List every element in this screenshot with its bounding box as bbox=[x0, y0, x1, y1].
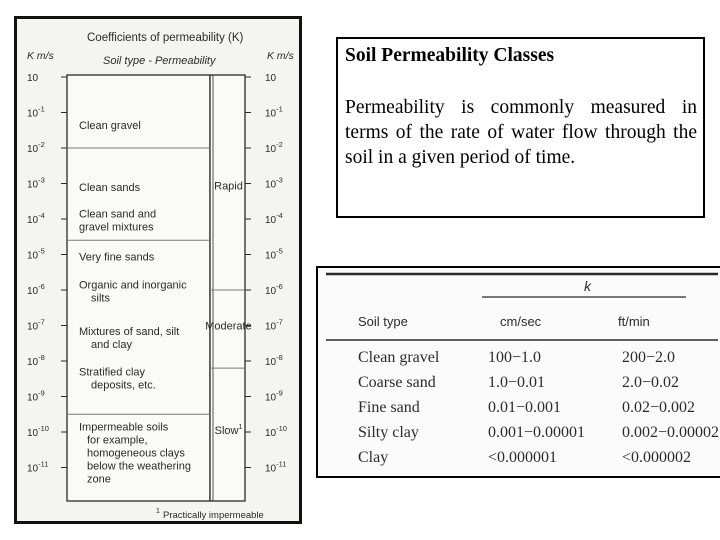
soil-type-label: Clean sands bbox=[79, 182, 141, 195]
table-cell: 0.001−0.00001 bbox=[488, 424, 586, 441]
column-header: Soil type bbox=[358, 314, 408, 329]
table-cell: Clean gravel bbox=[358, 349, 440, 366]
right-axis-tick-label: $10^{-5}$ bbox=[265, 246, 283, 262]
chart-subtitle: Soil type - Permeability bbox=[103, 55, 216, 67]
left-axis-tick-label: $10^{-11}$ bbox=[27, 459, 49, 475]
soil-type-label: zone bbox=[87, 473, 111, 486]
chart-title: Coefficients of permeability (K) bbox=[87, 32, 244, 44]
right-axis-tick-label: $10^{-10}$ bbox=[265, 424, 287, 439]
permeability-class-label bbox=[215, 424, 243, 437]
table-cell: 100−1.0 bbox=[488, 349, 542, 366]
permeability-class-label bbox=[214, 180, 243, 192]
k-group-header: k bbox=[584, 278, 591, 294]
permeability-table bbox=[316, 266, 720, 478]
column-header: ft/min bbox=[618, 314, 650, 329]
footnote-superscript: 1 bbox=[238, 424, 243, 432]
right-axis-tick-label: $10^{-1}$ bbox=[265, 104, 283, 120]
soil-type-label: silts bbox=[91, 292, 110, 305]
soil-type-label: deposits, etc. bbox=[91, 379, 156, 392]
table-cell: 1.0−0.01 bbox=[488, 374, 546, 391]
permeability-class-text: Rapid bbox=[214, 180, 243, 193]
soil-type-label: homogeneous clays bbox=[87, 447, 185, 460]
right-axis-tick-label: $10^{-7}$ bbox=[265, 317, 283, 333]
left-unit-label: K m/s bbox=[27, 50, 54, 62]
table-cell: 0.01−0.001 bbox=[488, 399, 562, 416]
left-axis-tick-label: $10^{-4}$ bbox=[27, 211, 45, 226]
permeability-chart-svg bbox=[17, 19, 299, 521]
table-cell: 0.002−0.00002 bbox=[622, 424, 720, 441]
left-axis-tick-label: $10^{-5}$ bbox=[27, 246, 45, 262]
right-axis-tick-label: $10^{-4}$ bbox=[265, 211, 283, 226]
table-cell: <0.000002 bbox=[622, 449, 692, 466]
permeability-class-label bbox=[205, 321, 251, 333]
left-axis-tick-label: 10 bbox=[27, 73, 39, 84]
soil-type-label: Mixtures of sand, silt bbox=[79, 325, 180, 338]
table-cell: 2.0−0.02 bbox=[622, 374, 680, 391]
info-body: Permeability is commonly measured in terms of the rate of water flow through the soil in a given period of time. bbox=[345, 97, 697, 168]
permeability-table-svg bbox=[318, 268, 720, 478]
soil-type-label: below the weathering bbox=[87, 460, 191, 473]
left-axis-tick-label: $10^{-6}$ bbox=[27, 282, 45, 297]
table-cell: 0.02−0.002 bbox=[622, 399, 696, 416]
left-axis-tick-label: $10^{-8}$ bbox=[27, 353, 45, 368]
left-axis-tick-label: $10^{-10}$ bbox=[27, 424, 49, 439]
left-axis-tick-label: $10^{-2}$ bbox=[27, 140, 45, 155]
footnote-text: Practically impermeable bbox=[163, 510, 264, 521]
right-unit-label: K m/s bbox=[267, 50, 294, 62]
soil-type-label: Clean sand and bbox=[79, 208, 157, 221]
left-axis-tick-label: $10^{-7}$ bbox=[27, 317, 45, 333]
info-box bbox=[336, 37, 705, 218]
table-cell: 200−2.0 bbox=[622, 349, 676, 366]
right-axis-tick-label: 10 bbox=[265, 73, 277, 84]
permeability-chart bbox=[14, 16, 302, 524]
footnote-mark: 1 bbox=[156, 508, 160, 515]
soil-type-label: Impermeable soils bbox=[79, 421, 169, 434]
soil-type-label: gravel mixtures bbox=[79, 221, 154, 234]
column-header: cm/sec bbox=[500, 314, 542, 329]
right-axis-tick-label: $10^{-11}$ bbox=[265, 459, 287, 475]
soil-type-label: Stratified clay bbox=[79, 366, 146, 379]
soil-type-label: Very fine sands bbox=[79, 251, 155, 264]
soil-type-label: and clay bbox=[91, 338, 132, 351]
left-axis-tick-label: $10^{-9}$ bbox=[27, 388, 45, 404]
left-axis-tick-label: $10^{-3}$ bbox=[27, 175, 45, 191]
table-cell: Fine sand bbox=[358, 399, 420, 416]
right-axis-tick-label: $10^{-2}$ bbox=[265, 140, 283, 155]
soil-type-label: Organic and inorganic bbox=[79, 279, 187, 292]
table-cell: Coarse sand bbox=[358, 374, 436, 391]
right-axis-tick-label: $10^{-8}$ bbox=[265, 353, 283, 368]
info-title: Soil Permeability Classes bbox=[345, 45, 555, 66]
table-cell: <0.000001 bbox=[488, 449, 558, 466]
soil-type-label: for example, bbox=[87, 434, 148, 447]
table-cell: Silty clay bbox=[358, 424, 419, 441]
permeability-class-text: Moderate bbox=[205, 320, 252, 333]
soil-type-label: Clean gravel bbox=[79, 119, 141, 132]
right-axis-tick-label: $10^{-6}$ bbox=[265, 282, 283, 297]
right-axis-tick-label: $10^{-9}$ bbox=[265, 388, 283, 404]
table-cell: Clay bbox=[358, 449, 389, 466]
right-axis-tick-label: $10^{-3}$ bbox=[265, 175, 283, 191]
permeability-class-text: Slow bbox=[214, 425, 239, 438]
left-axis-tick-label: $10^{-1}$ bbox=[27, 104, 45, 120]
